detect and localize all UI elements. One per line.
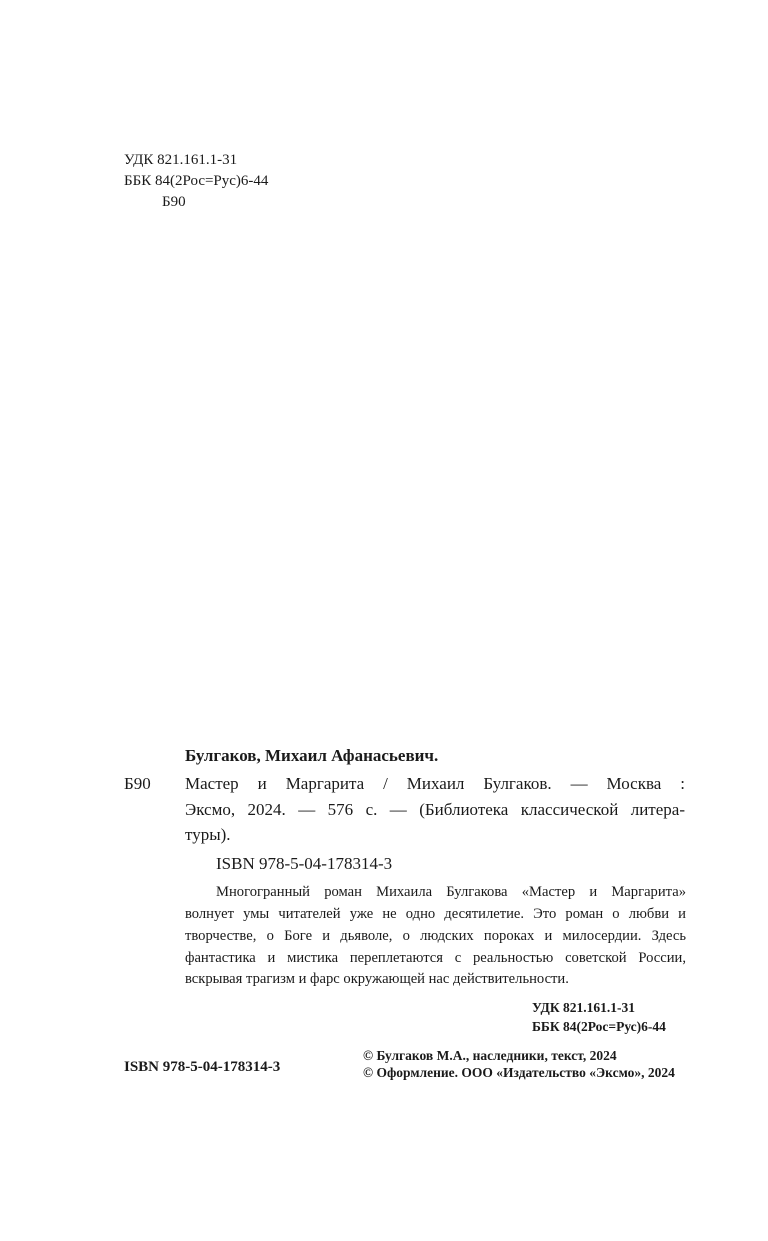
author-sign-top: Б90 — [162, 194, 186, 210]
annotation-line: фантастика и мистика переплетаются с реальностью советской России, — [185, 950, 686, 966]
copyright-line: © Оформление. ООО «Издательство «Эксмо», 2024 — [363, 1065, 675, 1080]
bbk-code: ББК 84(2Рос=Рус)6-44 — [532, 1019, 666, 1034]
description-line: туры). — [185, 825, 231, 844]
bbk-code-top: ББК 84(2Рос=Рус)6-44 — [124, 173, 269, 189]
udk-code-top: УДК 821.161.1-31 — [124, 152, 238, 168]
description-line: Эксмо, 2024. — 576 с. — (Библиотека классической литера- — [185, 800, 685, 819]
author-heading: Булгаков, Михаил Афанасьевич. — [185, 746, 439, 765]
annotation-line: творчестве, о Боге и дьяволе, о людских пороках и милосердии. Здесь — [185, 928, 686, 944]
isbn-line: ISBN 978-5-04-178314-3 — [216, 854, 393, 873]
annotation-line: вскрывая трагизм и фарс окружающей нас действительности. — [185, 971, 569, 987]
udk-code: УДК 821.161.1-31 — [532, 1000, 635, 1015]
annotation-line: волнует умы читателей уже не одно десятилетие. Это роман о любви и — [185, 906, 686, 922]
isbn-footer: ISBN 978-5-04-178314-3 — [124, 1059, 281, 1075]
copyright-line: © Булгаков М.А., наследники, текст, 2024 — [363, 1048, 617, 1063]
description-line: Мастер и Маргарита / Михаил Булгаков. — Москва : — [185, 774, 685, 793]
annotation-line: Многогранный роман Михаила Булгакова «Мастер и Маргарита» — [216, 884, 686, 900]
author-sign: Б90 — [124, 774, 151, 793]
